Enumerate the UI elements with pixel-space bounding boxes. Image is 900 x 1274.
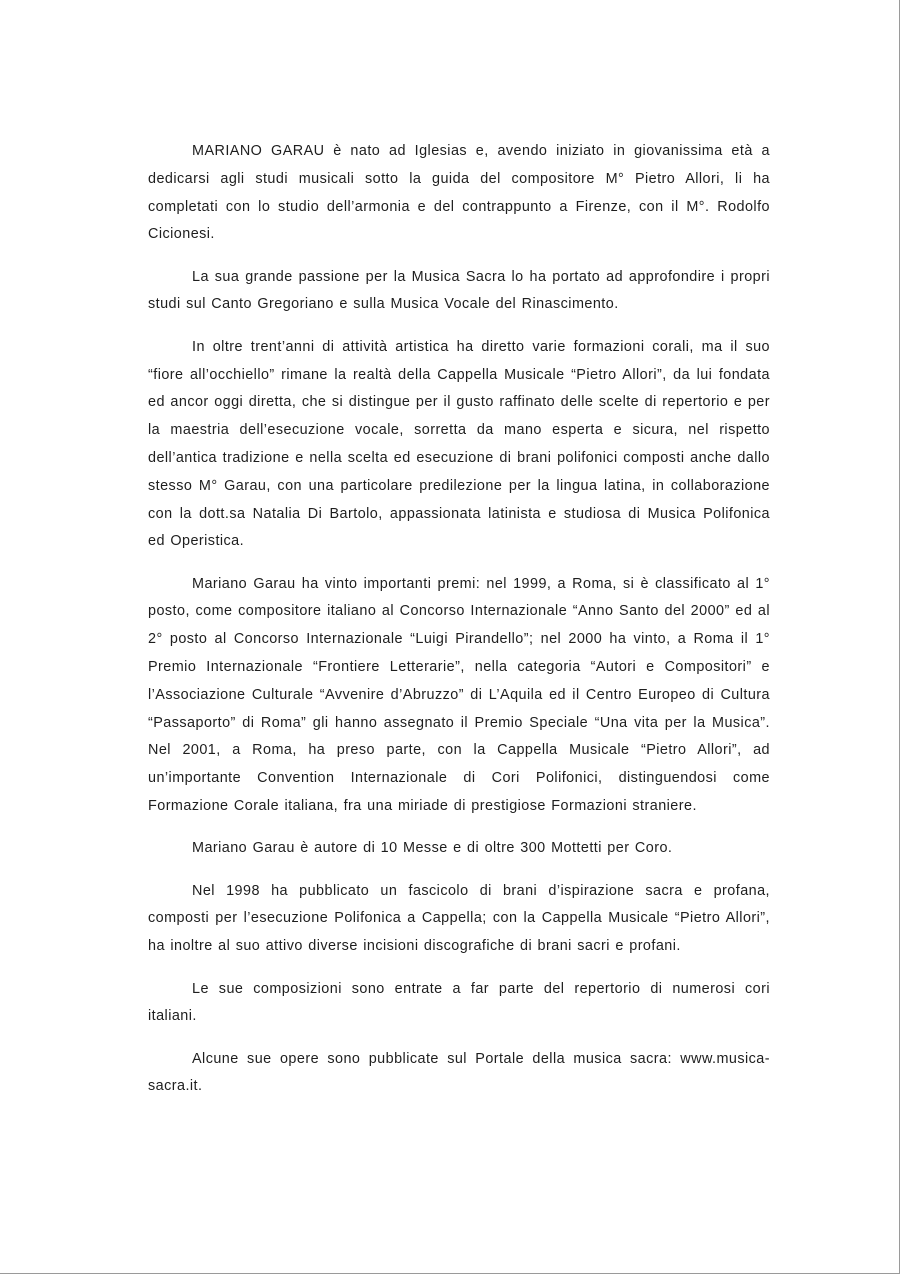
biography-text [148,138,770,1101]
paragraph-career: In oltre trent’anni di attività artistica ha diretto varie formazioni corali, ma il suo “fiore all’occhiello” rimane la realtà della Cappella Musicale “Pietro Allori”, da lui fondata ed ancor oggi diretta, che si distingue per il gusto raffinato delle scelte di repertorio e per la maestria dell’esecuzione vocale, sorretta da mano esperta e sicura, nel rispetto dell’antica tradizione e nella scelta ed esecuzione di brani polifonici composti anche dallo stesso M° Garau, con una particolare predilezione per la lingua latina, in collaborazione con la dott.sa Natalia Di Bartolo, appassionata latinista e studiosa di Musica Polifonica ed Operistica. [148,338,770,550]
paragraph-sacred-music: La sua grande passione per la Musica Sacra lo ha portato ad approfondire i propri studi sul Canto Gregoriano e sulla Musica Vocale del Rinascimento. [148,268,770,313]
paragraph-works: Mariano Garau è autore di 10 Messe e di oltre 300 Mottetti per Coro. [192,840,673,857]
paragraph-awards: Mariano Garau ha vinto importanti premi: nel 1999, a Roma, si è classificato al 1° posto, come compositore italiano al Concorso Internazionale “Anno Santo del 2000” ed al 2° posto al Concorso Internazionale “Luigi Pirandello”; nel 2000 ha vinto, a Roma il 1° Premio Internazionale “Frontiere Letterarie”, nella categoria “Autori e Compositori” e l’Associazione Culturale “Avvenire d’Abruzzo” di L’Aquila ed il Centro Europeo di Cultura “Passaporto” di Roma” gli hanno assegnato il Premio Speciale “Una vita per la Musica”. Nel 2001, a Roma, ha preso parte, con la Cappella Musicale “Pietro Allori”, ad un’importante Convention Internazionale di Cori Polifonici, distinguendosi come Formazione Corale italiana, fra una miriade di prestigiose Formazioni straniere. [148,575,770,815]
paragraph-portal: Alcune sue opere sono pubblicate sul Portale della musica sacra: www.musica-sacra.it. [148,1050,770,1095]
paragraph-publications: Nel 1998 ha pubblicato un fascicolo di brani d’ispirazione sacra e profana, composti per l’esecuzione Polifonica a Cappella; con la Cappella Musicale “Pietro Allori”, ha inoltre al suo attivo diverse incisioni discografiche di brani sacri e profani. [148,882,770,955]
paragraph-intro: MARIANO GARAU è nato ad Iglesias e, avendo iniziato in giovanissima età a dedicarsi agli studi musicali sotto la guida del compositore M° Pietro Allori, li ha completati con lo studio dell’armonia e del contrappunto a Firenze, con il M°. Rodolfo Cicionesi. [148,143,770,243]
paragraph-repertoire: Le sue composizioni sono entrate a far parte del repertorio di numerosi cori italiani. [148,980,770,1025]
